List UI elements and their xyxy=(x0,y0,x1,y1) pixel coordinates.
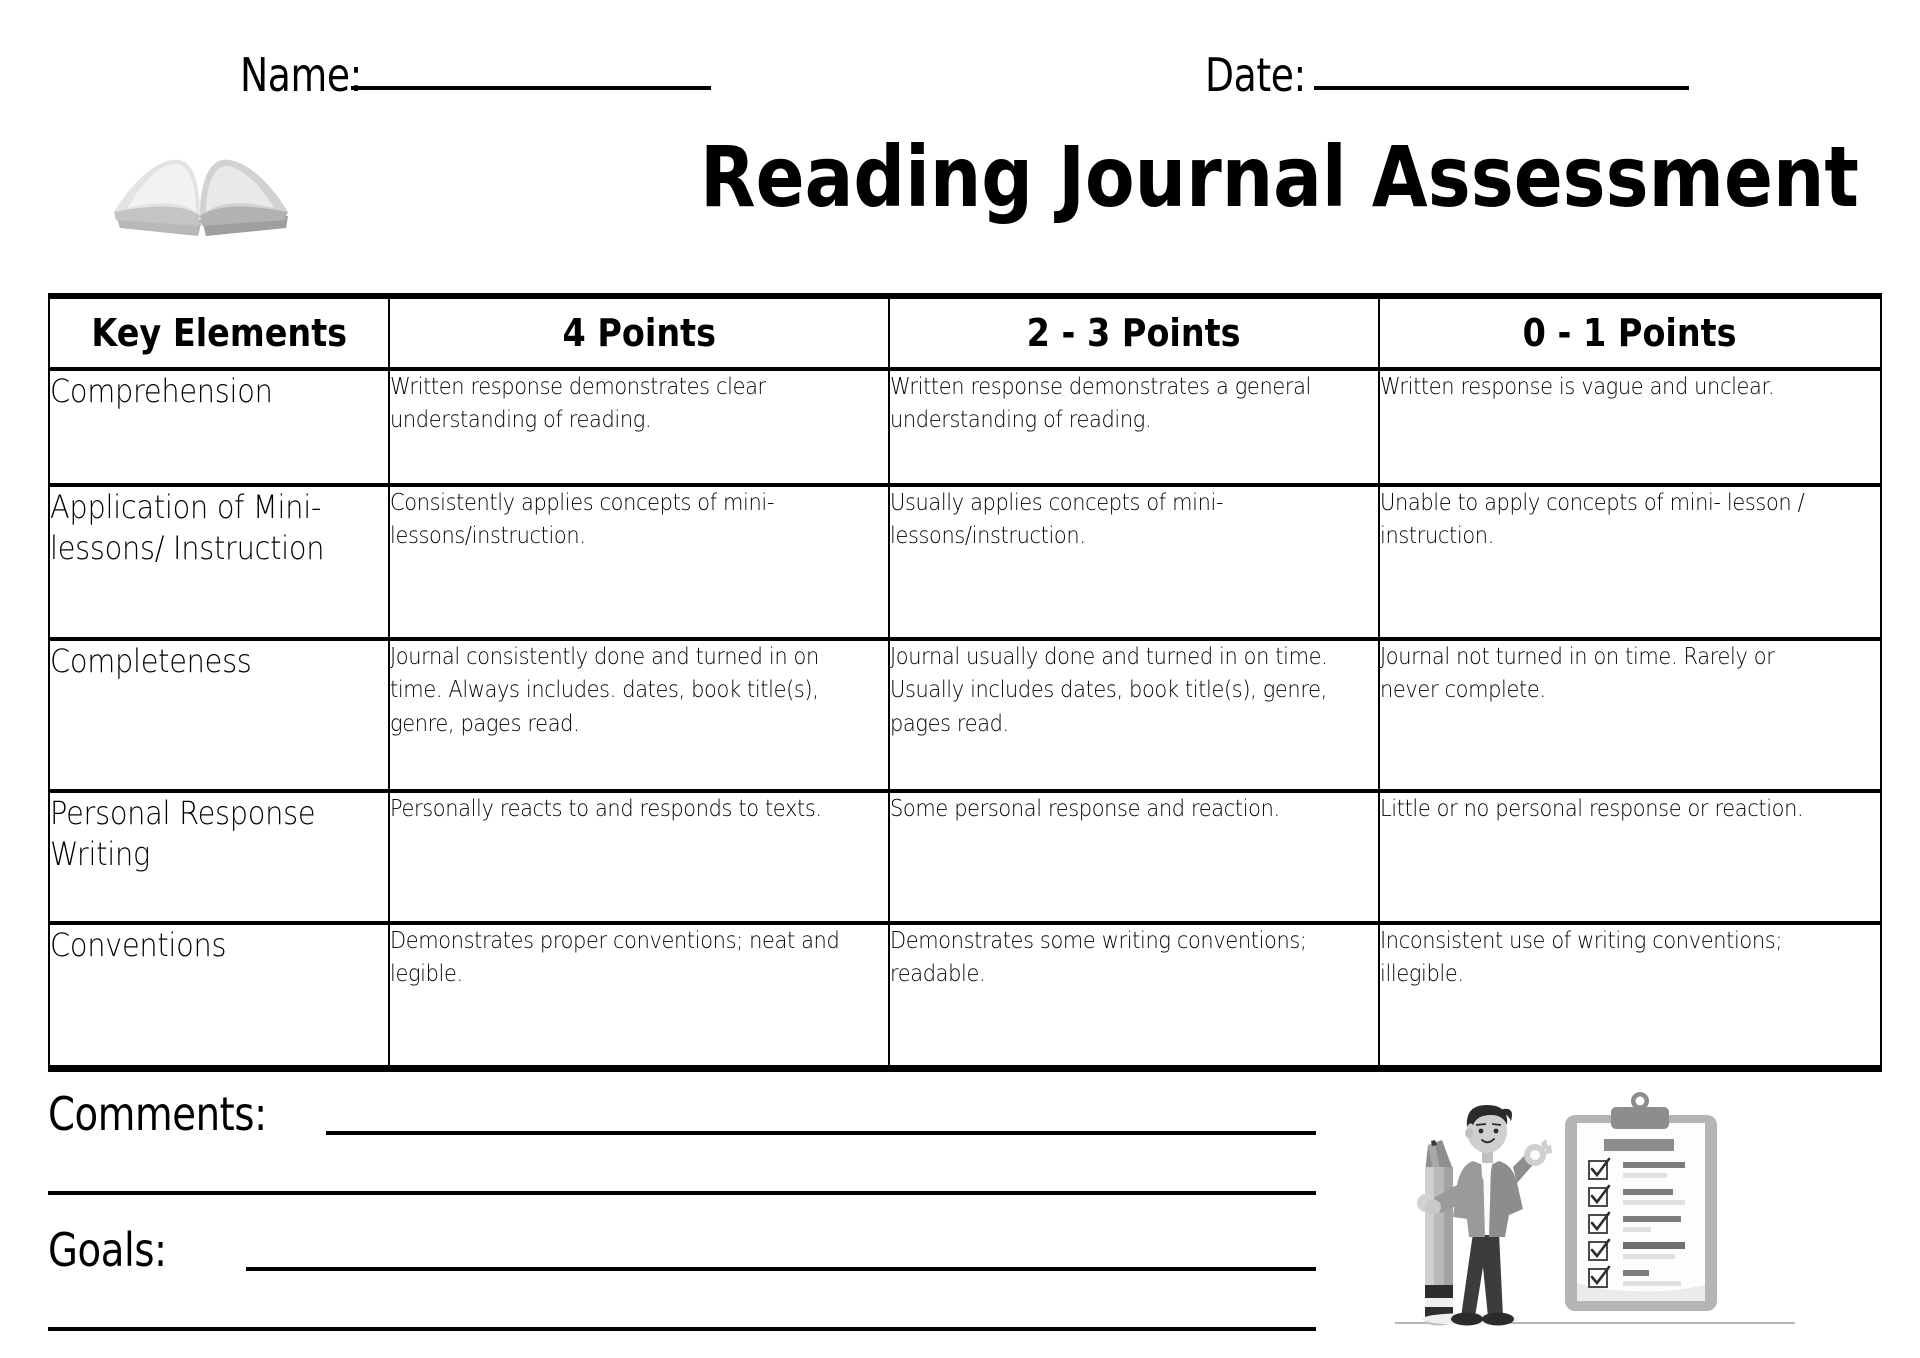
cell-conventions-4: Demonstrates proper conventions; neat and legible. xyxy=(389,923,889,1069)
comments-write-line-1[interactable] xyxy=(326,1131,1316,1135)
cell-personal-response-2-3: Some personal response and reaction. xyxy=(889,791,1379,923)
cell-conventions-0-1: Inconsistent use of writing conventions; illegible. xyxy=(1379,923,1881,1069)
pencil-icon xyxy=(1417,1140,1453,1326)
column-header-key-elements: Key Elements xyxy=(49,296,389,369)
name-field[interactable] xyxy=(240,48,711,102)
cell-completeness-2-3: Journal usually done and turned in on time. Usually includes dates, book title(s), genre, pages read. xyxy=(889,639,1379,791)
cell-application-4: Consistently applies concepts of mini-lessons/instruction. xyxy=(389,485,889,639)
table-row xyxy=(49,791,1881,923)
comments-row-2 xyxy=(48,1151,1348,1211)
page-title: Reading Journal Assessment xyxy=(700,128,1859,226)
row-element-comprehension: Comprehension xyxy=(49,369,389,485)
cell-application-2-3: Usually applies concepts of mini-lessons/instruction. xyxy=(889,485,1379,639)
person-with-pencil-and-checklist-illustration xyxy=(1395,1085,1795,1350)
row-element-conventions: Conventions xyxy=(49,923,389,1069)
cell-personal-response-4: Personally reacts to and responds to texts. xyxy=(389,791,889,923)
row-element-application: Application of Mini- lessons/ Instruction xyxy=(49,485,389,639)
column-header-4-points: 4 Points xyxy=(389,296,889,369)
comments-write-line-2[interactable] xyxy=(48,1191,1316,1195)
open-book-icon xyxy=(110,150,295,240)
table-row xyxy=(49,639,1881,791)
column-header-0-1-points: 0 - 1 Points xyxy=(1379,296,1881,369)
date-label: Date: xyxy=(1205,48,1306,102)
row-element-personal-response: Personal Response Writing xyxy=(49,791,389,923)
cell-application-0-1: Unable to apply concepts of mini- lesson / instruction. xyxy=(1379,485,1881,639)
row-element-completeness: Completeness xyxy=(49,639,389,791)
name-date-row xyxy=(0,48,1920,122)
rubric-table xyxy=(48,293,1882,1072)
cell-personal-response-0-1: Little or no personal response or reaction. xyxy=(1379,791,1881,923)
goals-row-1 xyxy=(48,1211,1348,1287)
cell-comprehension-4: Written response demonstrates clear understanding of reading. xyxy=(389,369,889,485)
cell-completeness-0-1: Journal not turned in on time. Rarely or never complete. xyxy=(1379,639,1881,791)
table-row xyxy=(49,485,1881,639)
clipboard-icon xyxy=(1565,1092,1717,1311)
goals-row-2 xyxy=(48,1287,1348,1347)
cell-comprehension-2-3: Written response demonstrates a general understanding of reading. xyxy=(889,369,1379,485)
table-row xyxy=(49,369,1881,485)
comments-goals-section xyxy=(48,1075,1348,1347)
rubric-header-row xyxy=(49,296,1881,369)
column-header-2-3-points: 2 - 3 Points xyxy=(889,296,1379,369)
cell-comprehension-0-1: Written response is vague and unclear. xyxy=(1379,369,1881,485)
date-field[interactable] xyxy=(1205,48,1689,102)
cell-conventions-2-3: Demonstrates some writing conventions; readable. xyxy=(889,923,1379,1069)
goals-write-line-2[interactable] xyxy=(48,1327,1316,1331)
goals-label: Goals: xyxy=(48,1223,167,1277)
comments-row-1 xyxy=(48,1075,1348,1151)
comments-label: Comments: xyxy=(48,1087,267,1141)
table-row xyxy=(49,923,1881,1069)
name-write-line[interactable] xyxy=(351,86,711,90)
cell-completeness-4: Journal consistently done and turned in on time. Always includes. dates, book title(s), genre, pages read. xyxy=(389,639,889,791)
goals-write-line-1[interactable] xyxy=(246,1267,1316,1271)
date-write-line[interactable] xyxy=(1314,86,1689,90)
name-label: Name: xyxy=(240,48,362,102)
